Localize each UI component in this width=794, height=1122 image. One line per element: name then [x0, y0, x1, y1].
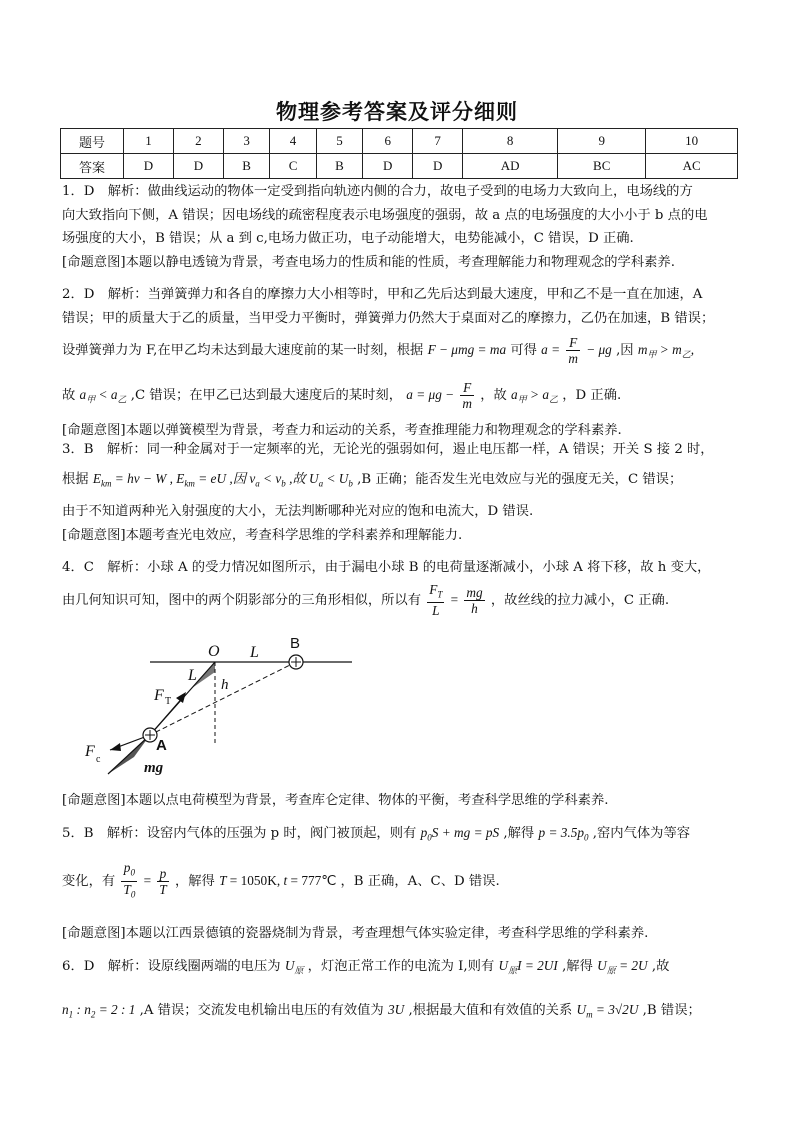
- label-ft-sub: T: [165, 696, 172, 707]
- label-mg: mg: [144, 760, 164, 776]
- text-line: 向大致指向下侧，A 错误；因电场线的疏密程度表示电场强度的强弱，故 a 点的电场强度的大小小于 b 点的电: [62, 207, 708, 223]
- equation: $a_甲 > a_乙$: [511, 386, 559, 405]
- label-fc-sub: c: [96, 754, 101, 765]
- solution-q3: [62, 438, 738, 547]
- label-o: O: [208, 643, 220, 660]
- tension-arrowhead: [176, 692, 186, 703]
- text-line: 3．B 解析：同一种金属对于一定频率的光，无论光的强弱如何，遏止电压都一样，A 错误；开关 S 接 2 时，: [62, 442, 714, 457]
- fraction: $\frac{p}{T}$: [159, 865, 167, 897]
- equation: $a_甲 < a_乙$: [79, 386, 127, 405]
- equation: $n_1$ : $n_2 = 2$ : 1: [62, 1001, 136, 1020]
- label-ft: F: [154, 687, 164, 704]
- answer-cell: D: [413, 154, 463, 179]
- text-line: $n_1$ : $n_2 = 2$ : 1 ,A 错误；交流发电机输出电压的有效值为 3U ,根据最大值和有效值的关系 $U_m = 3√2U$ ,B 错误；: [62, 1001, 701, 1020]
- label-fc: F: [85, 743, 95, 760]
- force-diagram: [80, 632, 370, 782]
- equation: a =: [541, 342, 561, 357]
- design-intent: [命题意图]本题以点电荷模型为背景，考查库仑定律、物体的平衡，考查科学思维的学科素养.: [62, 793, 609, 808]
- text-line: 2．D 解析：当弹簧弹力和各自的摩擦力大小相等时，甲和乙先后达到最大速度，甲和乙不是一直在加速，A: [62, 287, 703, 302]
- solution-q4-intent: [62, 789, 738, 813]
- equation: 3U: [387, 1001, 405, 1017]
- answer-row: [61, 154, 738, 179]
- design-intent: [命题意图]本题以江西景德镇的瓷器烧制为背景，考查理想气体实验定律，考查科学思维的学科素养.: [62, 925, 649, 941]
- label-l-top: L: [250, 644, 259, 661]
- text-line: 变化，有 $\frac{p_0}{T_0}$ = $\frac{p}{T}$ ，解得 T = 1050K, t = 777℃ ，B 正确，A、C、D 错误.: [62, 851, 738, 912]
- equation: $p_0S$ + mg = pS: [420, 825, 500, 843]
- row-label: 答案: [61, 154, 124, 179]
- force-diagram-svg: [80, 632, 370, 782]
- design-intent: [命题意图]本题以弹簧模型为背景，考查力和运动的关系，考查推理能力和物理观念的学科素养.: [62, 423, 622, 439]
- label-h: h: [221, 677, 229, 693]
- question-number-cell: 5: [316, 129, 362, 154]
- question-number-cell: 3: [223, 129, 269, 154]
- equation: $E_{km} = h\nu - W$ , $E_{km}$ = eU ,因 $\nu_a < \nu_b$ ,故 $U_a < U_b$: [92, 470, 353, 489]
- answer-cell: B: [223, 154, 269, 179]
- equation: $p = 3.5p_0$: [538, 825, 589, 843]
- equation: $U_m = 3√2U$: [576, 1001, 639, 1020]
- answer-cell: B: [316, 154, 362, 179]
- question-number-cell: 4: [270, 129, 316, 154]
- question-number-cell: 9: [558, 129, 646, 154]
- fraction: $\frac{F}{m}$: [568, 335, 578, 366]
- answer-cell: C: [270, 154, 316, 179]
- solution-q2: [62, 283, 738, 443]
- answer-cell: AD: [463, 154, 558, 179]
- answer-cell: BC: [558, 154, 646, 179]
- ab-dashed-line: [150, 662, 296, 735]
- question-number-cell: 1: [124, 129, 174, 154]
- fraction: $\frac{F}{m}$: [462, 379, 472, 411]
- question-number-cell: 2: [173, 129, 223, 154]
- text-line: 6．D 解析：设原线圈两端的电压为 $U_原$ ，灯泡正常工作的电流为 I,则有 $U_原I = 2UI$ ,解得 $U_原 = 2U$ ,故: [62, 958, 670, 976]
- answer-table: [60, 128, 738, 179]
- solution-q6: [62, 950, 738, 1037]
- row-label: 题号: [61, 129, 124, 154]
- answer-cell: AC: [646, 154, 738, 179]
- text-line: 根据 $E_{km} = h\nu - W$ , $E_{km}$ = eU ,因 $\nu_a < \nu_b$ ,故 $U_a < U_b$ ,B 正确；能否发生光电效应与光的强度无关，C 错误；: [62, 470, 683, 489]
- question-number-cell: 6: [363, 129, 413, 154]
- solution-q4: [62, 556, 738, 621]
- design-intent: [命题意图]本题考查光电效应，考查科学思维的学科素养和理解能力.: [62, 527, 463, 543]
- fraction: $\frac{p_0}{T_0}$: [123, 860, 136, 900]
- solution-q1: [62, 180, 738, 274]
- equation: $U_原 = 2U$: [597, 958, 648, 976]
- text-line: 1．D 解析：做曲线运动的物体一定受到指向轨迹内侧的合力，故电子受到的电场力大致向上，电场线的方: [62, 184, 693, 199]
- coulomb-arrowhead: [110, 743, 121, 751]
- answer-cell: D: [363, 154, 413, 179]
- label-theta-upper: θ: [200, 688, 207, 703]
- label-theta-lower: θ: [140, 749, 146, 763]
- equation: F − μmg = ma: [427, 342, 507, 357]
- text-line: 故 $a_甲 < a_乙$ ,C 错误；在甲乙已达到最大速度后的某时刻， a = μg − $\frac{F}{m}$ ，故 $a_甲 > a_乙$ ，D 正确.: [62, 379, 622, 411]
- question-number-cell: 10: [646, 129, 738, 154]
- question-number-cell: 7: [413, 129, 463, 154]
- design-intent: [命题意图]本题以静电透镜为背景，考查电场力的性质和能的性质，考查理解能力和物理观念的学科素养.: [62, 254, 675, 270]
- question-number-row: [61, 129, 738, 154]
- text-line: 4．C 解析：小球 A 的受力情况如图所示，由于漏电小球 B 的电荷量逐渐减小，小球 A 将下移，故 h 变大，: [62, 560, 711, 575]
- fraction: $\frac{F_T}{L}$: [429, 581, 443, 619]
- question-number-cell: 8: [463, 129, 558, 154]
- text-line: 场强度的大小，B 错误；从 a 到 c,电场力做正功，电子动能增大，电势能减小，C 错误，D 正确.: [62, 231, 634, 246]
- equation: $U_原$: [284, 958, 304, 976]
- text-line: 设弹簧弹力为 F,在甲乙均未达到最大速度前的某一时刻，根据 F − μmg = ma 可得 a = $\frac{F}{m}$ − μg ,因 $m_甲 > m_乙$,: [62, 335, 695, 366]
- label-l-rope: L: [188, 667, 197, 684]
- text-line: 错误；甲的质量大于乙的质量，当甲受力平衡时，弹簧弹力仍然大于桌面对乙的摩擦力，乙仍在加速，B 错误；: [62, 310, 715, 326]
- fraction: $\frac{mg}{h}$: [466, 584, 483, 616]
- answer-cell: D: [124, 154, 174, 179]
- text-line: 由于不知道两种光入射强度的大小，无法判断哪种光对应的饱和电流大，D 错误.: [62, 504, 534, 520]
- text-line: 由几何知识可知，图中的两个阴影部分的三角形相似，所以有 $\frac{F_T}{L}$ = $\frac{mg}{h}$ ，故丝线的拉力减小，C 正确.: [62, 581, 670, 619]
- text-line: 5．B 解析：设窑内气体的压强为 p 时，阀门被顶起，则有 $p_0S$ + mg = pS ,解得 $p = 3.5p_0$ ,窑内气体为等容: [62, 825, 691, 843]
- equation: $m_甲 > m_乙$,: [637, 342, 695, 360]
- solution-q5: [62, 820, 738, 945]
- answer-cell: D: [173, 154, 223, 179]
- page-title: 物理参考答案及评分细则: [276, 99, 518, 124]
- label-b: B: [290, 635, 301, 652]
- equation: $U_原I = 2UI$: [498, 958, 558, 976]
- label-a: A: [156, 737, 167, 754]
- equation: T = 1050K, t = 777℃: [219, 872, 337, 888]
- equation: a = μg −: [406, 386, 455, 402]
